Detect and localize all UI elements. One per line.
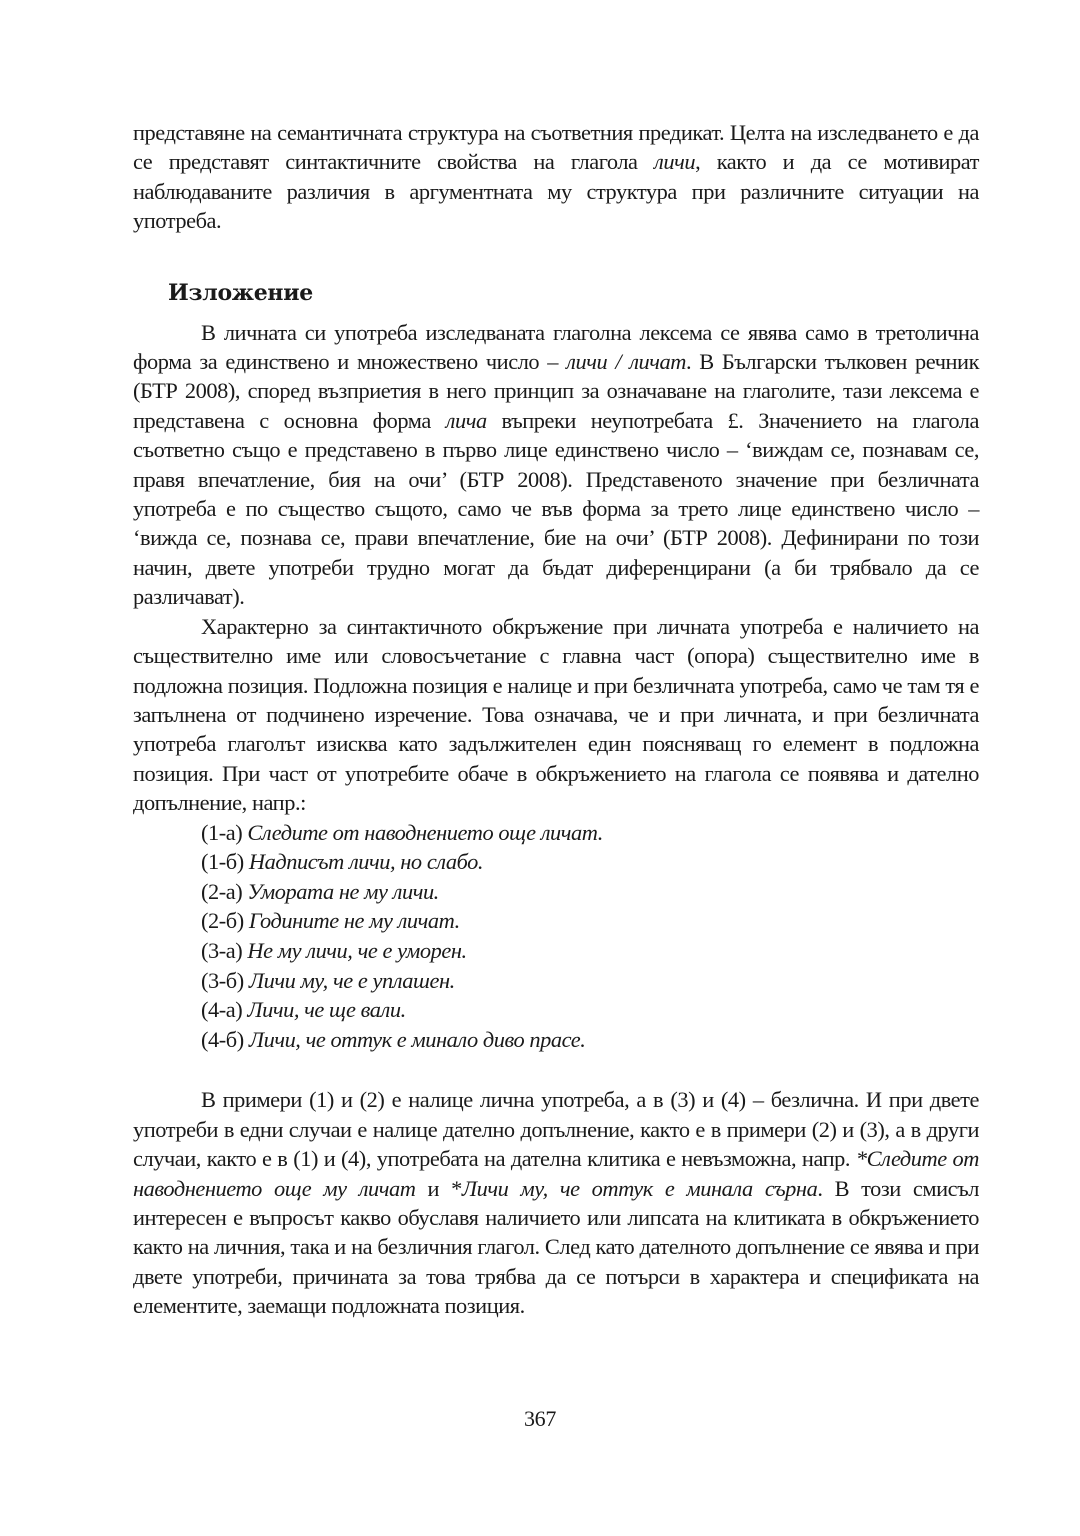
example-sentence: Умората не му личи. [247, 878, 439, 904]
paragraph-3-italic-example-2: Личи му, че оттук е минала сърна [461, 1175, 818, 1201]
paragraph-2: Характерно за синтактичното обкръжение при личната употреба е наличието на съществително име или словосъчетание с главна част (опора) съществително име в подложна позиция. Подложна позиция е налице и при безличната употреба, само че там тя е запълнена от подчинено изречение. Това означава, че и при личната, и при безличната употреба глаголът изисква като задължителен един поясняващ го елемент в подложна позиция. При част от употребите обаче в обкръжението на глагола се появява и дателно допълнение, напр.: [133, 613, 979, 816]
example-label: (3-б) [201, 967, 244, 993]
page-number: 367 [523, 1406, 557, 1431]
example-item [201, 995, 979, 1025]
section-heading: Изложение [168, 279, 313, 306]
example-item [201, 966, 979, 996]
paragraph-1-italic-forms: личи / личат [566, 349, 686, 375]
paragraph-3 [133, 1085, 979, 1320]
example-sentence: Надписът личи, но слабо. [248, 849, 484, 875]
paragraph-1-text-2: . В Български тълковен речник (БТР 2008), според възприетия в него принцип за означаване на глаголите, тази лексема е представена с основна форма [133, 349, 979, 433]
intro-paragraph [133, 118, 979, 236]
paragraph-3-italic-example-1: *Следите от наводнението още му личат [133, 1146, 979, 1201]
paragraph-3-text-2: и * [415, 1175, 462, 1201]
example-label: (2-б) [201, 908, 244, 934]
spacer [133, 1054, 979, 1085]
example-sentence: Годините не му личат. [248, 908, 460, 934]
example-sentence: Не му личи, че е уморен. [247, 937, 467, 963]
example-label: (4-а) [201, 997, 243, 1023]
example-sentence: Личи, че оттук е минало диво прасе. [248, 1026, 586, 1052]
example-sentence: Личи, че ще вали. [247, 997, 406, 1023]
example-sentence: Личи му, че е уплашен. [248, 967, 455, 993]
paragraph-3-text: В примери (1) и (2) е налице лична употреба, а в (3) и (4) – безлична. И при двете употреби в едни случаи е налице дателно допълнение, както е в примери (2) и (3), а в други случаи, както е в (1) и (4), употребата на дателна клитика е невъзможна, напр. [133, 1087, 979, 1172]
example-label: (1-а) [201, 819, 243, 845]
document-page [133, 118, 979, 1321]
example-item [201, 818, 979, 848]
paragraph-1-text: В личната си употреба изследваната глаголна лексема се явява само в третолична форма за единствено и множествено число – [133, 319, 979, 375]
paragraph-3-text-3: . В този смисъл интересен е въпросът какво обуславя наличието или липсата на клитиката в обкръжението както на личния, така и на безличния глагол. След като дателното допълнение се явява и при двете употреби, причината за това трябва да се потърси в характера и спецификата на елементите, заемащи подложната позиция. [133, 1175, 979, 1319]
paragraph-1 [133, 318, 979, 612]
example-label: (3-а) [201, 937, 243, 963]
example-sentence: Следите от наводнението още личат. [247, 819, 603, 845]
intro-italic-term: личи [654, 149, 696, 175]
example-item [201, 906, 979, 936]
example-item [201, 1025, 979, 1055]
paragraph-1-text-3: въпреки неупотребата £. Значението на глагола съответно също е представено в първо лице единствено число – ‘виждам се, познавам се, правя впечатление, бия на очи’ (БТР 2008). Представеното значение при безличната употреба е по същество същото, само че във форма за трето лице единствено число – ‘вижда се, познава се, прави впечатление, бие на очи’ (БТР 2008). Дефинирани по този начин, двете употреби трудно могат да бъдат диференцирани (а би трябвало да се различават). [133, 407, 979, 610]
intro-text: представяне на семантичната структура на съответния предикат. Целта на изследването е да се представят синтактичните свойства на глагола [133, 120, 979, 175]
example-item [201, 877, 979, 907]
intro-text-end: , както и да се мотивират наблюдаваните различия в аргументната му структура при различните ситуации на употреба. [133, 149, 980, 234]
example-item [201, 936, 979, 966]
paragraph-1-italic-base-form: лича [445, 407, 487, 433]
example-item [201, 847, 979, 877]
example-label: (2-а) [201, 878, 243, 904]
example-label: (4-б) [201, 1026, 244, 1052]
example-label: (1-б) [201, 849, 244, 875]
examples-list [201, 818, 979, 1055]
